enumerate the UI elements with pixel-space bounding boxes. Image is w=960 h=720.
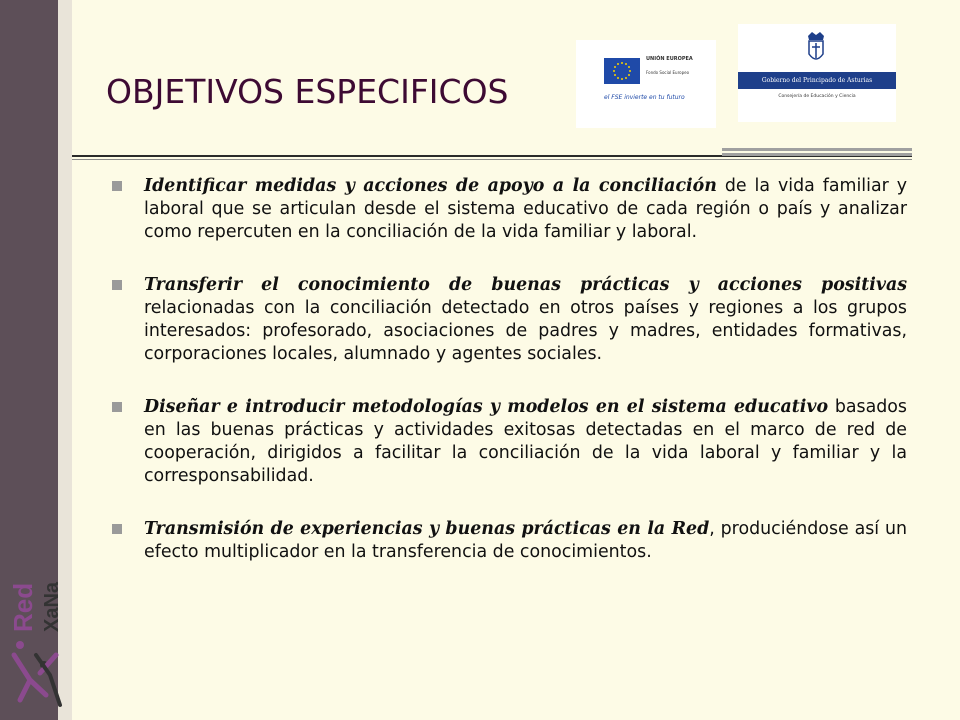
item-text: , produciéndose así un efecto multiplicador en la transferencia de conocimientos. [144,519,908,562]
crown-crest-icon [804,30,828,66]
asturias-logo-line1: Gobierno del Principado de Asturias [738,72,896,89]
bullet-square-icon [112,402,122,412]
red-xana-logo [0,505,72,720]
asturias-logo-line2: Consejería de Educación y Ciencia [778,94,856,99]
list-item [112,175,907,244]
bullet-square-icon [112,280,122,290]
item-bold-text: Identificar medidas y acciones de apoyo a la conciliación [144,176,717,196]
item-text: basados en las buenas prácticas y actividades exitosas detectadas en el marco de red de cooperación, dirigidos a facilitar la conciliación de la vida laboral y familiar y la corresponsabilidad. [144,397,907,486]
list-item [112,518,907,564]
item-bold-text: Diseñar e introducir metodologías y modelos en el sistema educativo [144,397,829,417]
item-bold-text: Transmisión de experiencias y buenas prácticas en la Red [144,519,710,539]
page-title: OBJETIVOS ESPECIFICOS [106,72,509,111]
item-text: de la vida familiar y laboral que se articulan desde el sistema educativo de cada región o país y analizar como repercuten en la conciliación de la vida familiar y laboral. [144,176,908,242]
divider-accent [722,148,912,162]
item-text: relacionadas con la conciliación detectado en otros países y regiones a los grupos interesados: profesorado, asociaciones de padres y madres, entidades formativas, corporaciones locales, alumnado y agentes sociales. [144,298,907,364]
item-bold-text: Transferir el conocimiento de buenas prácticas y acciones positivas [144,275,907,295]
asturias-logo [738,24,896,122]
eu-fse-logo [576,40,716,128]
list-item [112,396,907,488]
eu-logo-line1: UNIÓN EUROPEA [646,56,693,62]
objectives-list [112,175,907,594]
eu-logo-line2: Fondo Social Europeo [646,70,690,75]
eu-flag-icon [604,58,640,84]
bullet-square-icon [112,181,122,191]
eu-logo-slogan: el FSE invierte en tu futuro [604,94,685,101]
bullet-square-icon [112,524,122,534]
red-logo-text: Red [8,582,38,632]
list-item [112,274,907,366]
xana-logo-text: XaNa [41,581,63,632]
